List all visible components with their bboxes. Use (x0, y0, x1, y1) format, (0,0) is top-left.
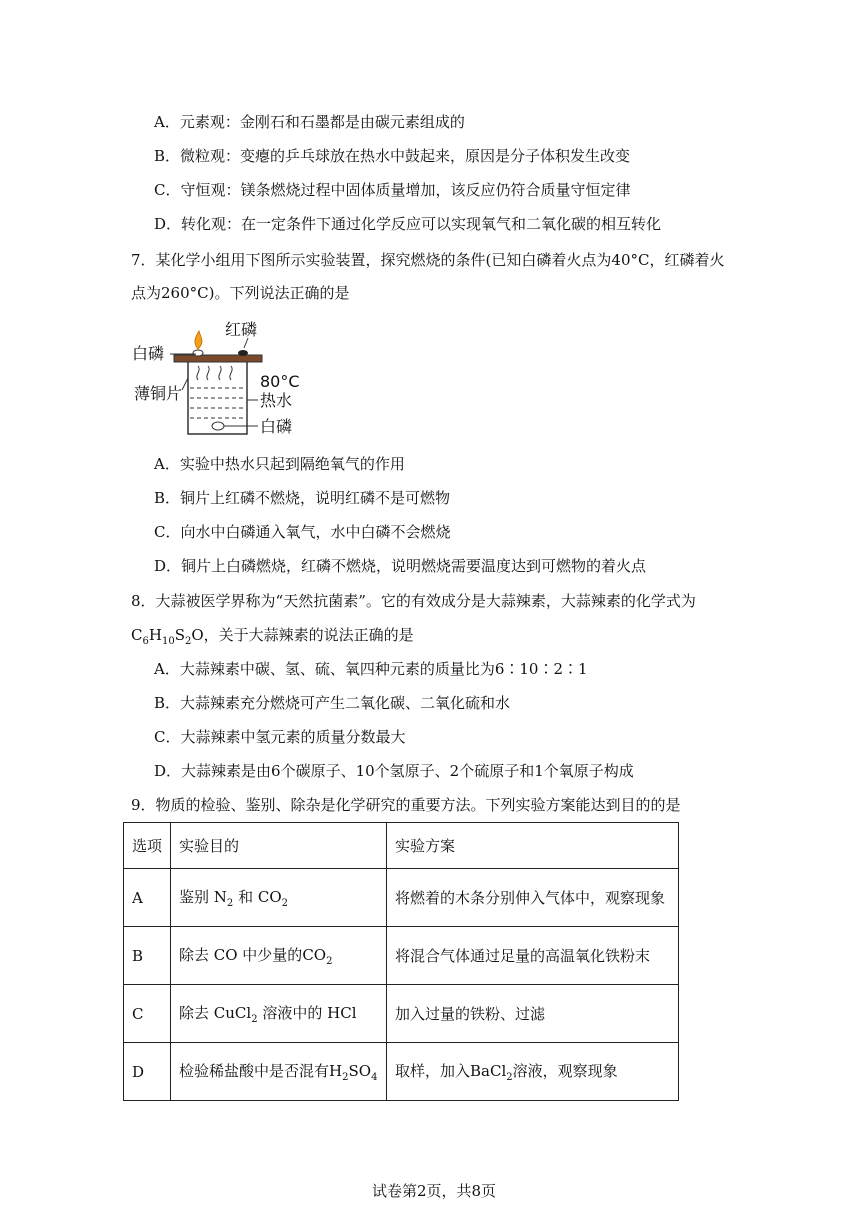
goal-formula: SO (348, 1062, 372, 1080)
q8-option-d: D．大蒜辣素是由6个碳原子、10个氢原子、2个硫原子和1个氧原子构成 (154, 762, 634, 780)
formula-c-sub: 6 (142, 636, 149, 647)
row-c-goal (171, 985, 387, 1043)
formula-h: H (148, 626, 162, 644)
goal-formula: H (329, 1062, 343, 1080)
goal-text: 和 (238, 888, 254, 906)
goal-formula-sub: 2 (281, 898, 289, 909)
goal-formula: N (213, 888, 227, 906)
plan-text: 取样，加入 (395, 1062, 471, 1080)
label-white-phosphorus-bottom: 白磷 (260, 417, 293, 436)
page-footer: 试卷第2页，共8页 (371, 1182, 497, 1200)
table-row (124, 1043, 679, 1101)
table-header-row (124, 823, 679, 869)
goal-text: 检验稀盐酸中是否混有 (179, 1062, 330, 1080)
label-red-phosphorus: 红磷 (225, 320, 258, 339)
q6-option-d: D．转化观：在一定条件下通过化学反应可以实现氧气和二氧化碳的相互转化 (154, 215, 662, 233)
q9-stem: 9．物质的检验、鉴别、除杂是化学研究的重要方法。下列实验方案能达到目的的是 (131, 796, 681, 814)
q7-option-b: B．铜片上红磷不燃烧，说明红磷不是可燃物 (154, 489, 451, 507)
row-b-goal (171, 927, 387, 985)
goal-formula-sub: 4 (371, 1072, 378, 1083)
table-row (124, 985, 679, 1043)
q8-stem-line1: 8．大蒜被医学界称为“天然抗菌素”。它的有效成分是大蒜辣素，大蒜辣素的化学式为 (131, 592, 696, 610)
row-a-option: A (124, 869, 171, 927)
row-d-goal (171, 1043, 387, 1101)
label-hot-water: 热水 (260, 391, 293, 410)
goal-text: 溶液中的 HCl (262, 1004, 357, 1022)
q8-stem-line2 (131, 625, 414, 652)
header-plan: 实验方案 (387, 823, 679, 869)
combustion-apparatus-figure (130, 318, 320, 443)
q6-option-b: B．微粒观：变瘪的乒乓球放在热水中鼓起来，原因是分子体积发生改变 (154, 147, 631, 165)
goal-formula-sub: 2 (342, 1072, 349, 1083)
q7-option-a: A．实验中热水只起到隔绝氧气的作用 (154, 455, 405, 473)
goal-formula-sub: 2 (226, 898, 234, 909)
table-row (124, 927, 679, 985)
row-d-option: D (124, 1043, 171, 1101)
plan-formula-sub: 2 (506, 1072, 513, 1083)
row-c-option: C (124, 985, 171, 1043)
goal-text: 除去 CO 中少量的 (179, 946, 303, 964)
q8-option-a: A．大蒜辣素中碳、氢、硫、氧四种元素的质量比为6∶10∶2∶1 (154, 660, 588, 678)
row-b-option: B (124, 927, 171, 985)
label-temperature: 80°C (260, 372, 300, 391)
goal-formula: CO (302, 946, 327, 964)
goal-formula: CuCl (213, 1004, 252, 1022)
goal-formula-sub: 2 (326, 956, 333, 967)
q7-stem-line2: 点为260°C)。下列说法正确的是 (131, 284, 350, 302)
q8-stem-rest: ，关于大蒜辣素的说法正确的是 (203, 626, 414, 644)
header-option: 选项 (124, 823, 171, 869)
formula-s-sub: 2 (184, 636, 192, 647)
formula-h-sub: 10 (161, 636, 175, 647)
plan-formula: BaCl (470, 1062, 507, 1080)
q6-option-c: C．守恒观：镁条燃烧过程中固体质量增加，该反应仍符合质量守恒定律 (154, 181, 631, 199)
goal-formula: CO (257, 888, 282, 906)
q6-option-a: A．元素观：金刚石和石墨都是由碳元素组成的 (154, 113, 465, 131)
row-d-plan (387, 1043, 679, 1101)
q9-table (123, 822, 679, 1101)
row-b-plan: 将混合气体通过足量的高温氧化铁粉末 (387, 927, 679, 985)
q7-option-d: D．铜片上白磷燃烧，红磷不燃烧，说明燃烧需要温度达到可燃物的着火点 (154, 557, 647, 575)
row-a-plan: 将燃着的木条分别伸入气体中，观察现象 (387, 869, 679, 927)
row-c-plan: 加入过量的铁粉、过滤 (387, 985, 679, 1043)
label-copper-sheet: 薄铜片 (134, 384, 183, 403)
goal-text: 鉴别 (179, 888, 210, 906)
row-a-goal (171, 869, 387, 927)
label-white-phosphorus-top: 白磷 (132, 344, 165, 363)
table-row (124, 869, 679, 927)
goal-formula-sub: 2 (251, 1014, 258, 1025)
header-goal: 实验目的 (171, 823, 387, 869)
q7-stem-line1: 7．某化学小组用下图所示实验装置，探究燃烧的条件(已知白磷着火点为40°C，红磷着火 (131, 251, 725, 269)
formula-s: S (174, 626, 185, 644)
formula-o: O (191, 626, 204, 644)
q7-option-c: C．向水中白磷通入氧气，水中白磷不会燃烧 (154, 523, 451, 541)
formula-c: C (131, 626, 143, 644)
q8-option-b: B．大蒜辣素充分燃烧可产生二氧化碳、二氧化硫和水 (154, 694, 511, 712)
q8-option-c: C．大蒜辣素中氢元素的质量分数最大 (154, 728, 406, 746)
plan-text: 溶液，观察现象 (512, 1062, 618, 1080)
goal-text: 除去 (179, 1004, 210, 1022)
